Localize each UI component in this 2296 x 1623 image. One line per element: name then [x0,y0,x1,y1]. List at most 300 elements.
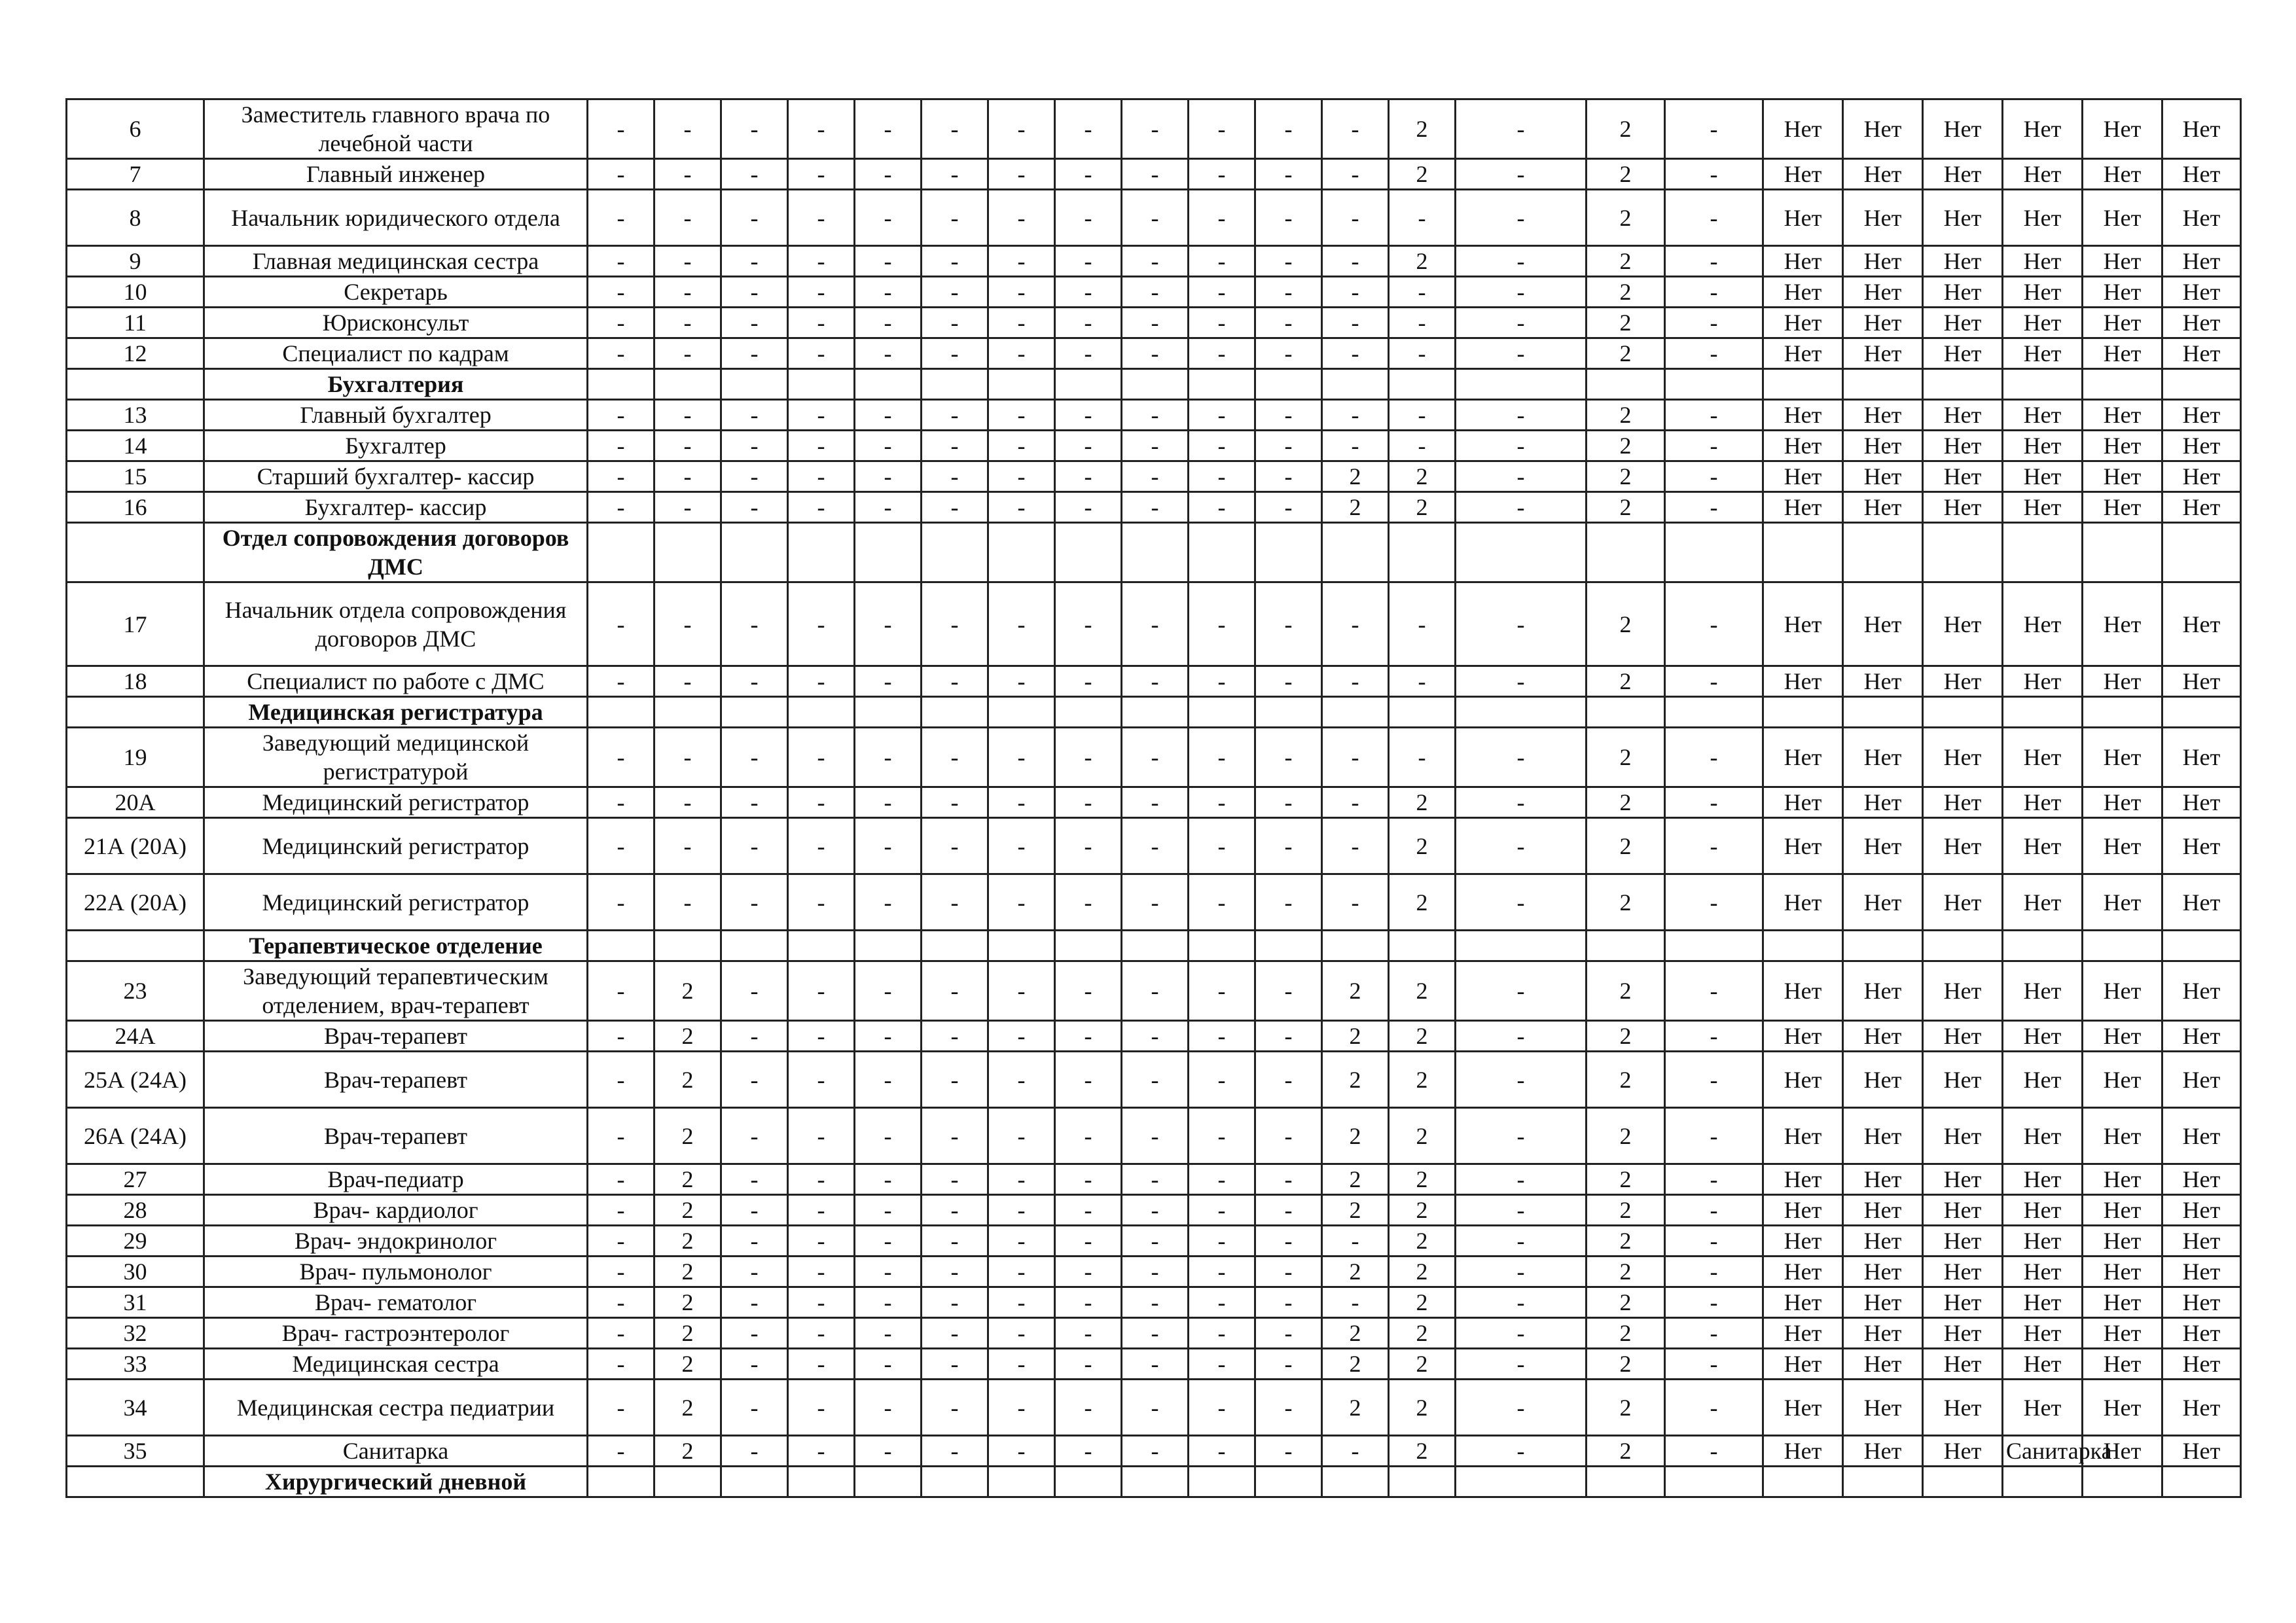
answer-cell: Нет [2083,461,2162,492]
row-number-cell [67,931,204,961]
row-number-cell: 33 [67,1349,204,1380]
value-cell: - [1456,99,1587,159]
value-cell: - [1122,1164,1189,1195]
answer-cell: Нет [1763,728,1843,787]
value-cell: - [721,338,788,369]
value-cell: - [1322,666,1389,697]
value-cell: - [1665,787,1763,818]
value-cell: - [922,787,988,818]
value-cell: - [855,1318,922,1349]
answer-cell: Санитарка [2003,1436,2083,1467]
value-cell: - [922,1257,988,1287]
empty-cell [788,369,855,400]
value-cell: - [1055,99,1122,159]
value-cell: 2 [1389,1195,1456,1226]
answer-cell: Нет [2083,666,2162,697]
value-cell: - [1665,1287,1763,1318]
value-cell: 2 [1389,1318,1456,1349]
answer-cell: Нет [2162,246,2241,277]
value-cell: - [588,1380,655,1436]
value-cell: - [855,1349,922,1380]
empty-cell [1843,369,1923,400]
row-number-cell: 19 [67,728,204,787]
value-cell: - [922,961,988,1021]
value-cell: - [855,308,922,338]
value-cell: - [1189,1349,1255,1380]
row-number-cell: 25А (24А) [67,1052,204,1108]
value-cell: 2 [1322,1257,1389,1287]
answer-cell: Нет [1923,492,2003,523]
value-cell: - [1055,492,1122,523]
empty-cell [1122,1467,1189,1497]
value-cell: - [788,1257,855,1287]
position-title-cell: Врач- гастроэнтеролог [204,1318,588,1349]
value-cell: - [1255,1164,1322,1195]
value-cell: - [788,818,855,874]
value-cell: - [1122,1257,1189,1287]
value-cell: 2 [655,1318,721,1349]
empty-cell [1389,369,1456,400]
value-cell: - [721,666,788,697]
value-cell: - [1122,1021,1189,1052]
row-number-cell: 31 [67,1287,204,1318]
value-cell: - [655,277,721,308]
value-cell: - [1665,818,1763,874]
value-cell: - [1456,1108,1587,1164]
value-cell: - [1055,246,1122,277]
empty-cell [1322,1467,1389,1497]
answer-cell: Нет [1763,582,1843,666]
row-number-cell: 24А [67,1021,204,1052]
value-cell: - [988,1287,1055,1318]
answer-cell: Нет [2083,1318,2162,1349]
answer-cell: Нет [2162,1052,2241,1108]
value-cell: 2 [1322,1021,1389,1052]
value-cell: - [1055,728,1122,787]
value-cell: - [1665,190,1763,246]
value-cell: - [1255,1436,1322,1467]
position-title-cell: Врач-терапевт [204,1052,588,1108]
value-cell: - [1122,728,1189,787]
value-cell: - [1055,1021,1122,1052]
value-cell: - [788,787,855,818]
value-cell: - [721,582,788,666]
value-cell: 2 [1587,961,1665,1021]
value-cell: - [1255,1380,1322,1436]
answer-cell: Нет [1923,308,2003,338]
value-cell: 2 [1587,461,1665,492]
value-cell: - [655,492,721,523]
value-cell: - [988,666,1055,697]
empty-cell [1665,697,1763,728]
answer-cell: Нет [1923,190,2003,246]
value-cell: - [721,1349,788,1380]
value-cell: 2 [1587,308,1665,338]
section-row [67,1467,2241,1497]
value-cell: - [1322,1436,1389,1467]
value-cell: - [655,728,721,787]
value-cell: - [988,1226,1055,1257]
answer-cell: Нет [2003,1195,2083,1226]
value-cell: - [988,308,1055,338]
value-cell: - [1665,874,1763,931]
answer-cell: Нет [1923,666,2003,697]
answer-cell: Нет [1763,818,1843,874]
answer-cell: Нет [2083,961,2162,1021]
answer-cell: Нет [1843,666,1923,697]
row-number-cell: 11 [67,308,204,338]
position-title-cell: Врач- эндокринолог [204,1226,588,1257]
value-cell: - [1122,1052,1189,1108]
value-cell: - [1665,308,1763,338]
workplace-assessment-table [65,98,2242,1498]
answer-cell: Нет [1763,338,1843,369]
value-cell: 2 [655,1257,721,1287]
value-cell: 2 [1389,99,1456,159]
value-cell: - [655,874,721,931]
value-cell: - [788,1287,855,1318]
value-cell: - [1322,818,1389,874]
value-cell: - [1456,492,1587,523]
row-number-cell: 10 [67,277,204,308]
answer-cell: Нет [2083,277,2162,308]
answer-cell: Нет [2083,431,2162,461]
value-cell: 2 [1389,874,1456,931]
answer-cell: Нет [2083,1164,2162,1195]
answer-cell: Нет [2162,1257,2241,1287]
row-number-cell: 20А [67,787,204,818]
value-cell: - [1189,787,1255,818]
value-cell: - [1322,431,1389,461]
answer-cell: Нет [1923,582,2003,666]
value-cell: - [1189,1436,1255,1467]
value-cell: - [855,1380,922,1436]
value-cell: - [855,728,922,787]
value-cell: - [788,431,855,461]
value-cell: - [855,190,922,246]
value-cell: - [988,818,1055,874]
empty-cell [1456,697,1587,728]
position-title-cell: Медицинская сестра [204,1349,588,1380]
value-cell: - [1122,1349,1189,1380]
value-cell: - [1122,431,1189,461]
answer-cell: Нет [1923,1349,2003,1380]
answer-cell: Нет [1923,400,2003,431]
answer-cell: Нет [1763,1257,1843,1287]
value-cell: - [655,666,721,697]
value-cell: - [588,99,655,159]
value-cell: - [1456,582,1587,666]
value-cell: - [855,787,922,818]
value-cell: - [1665,1021,1763,1052]
value-cell: - [1255,1195,1322,1226]
empty-cell [988,931,1055,961]
answer-cell: Нет [2083,787,2162,818]
answer-cell: Нет [1843,99,1923,159]
value-cell: - [1122,308,1189,338]
value-cell: - [788,1349,855,1380]
value-cell: - [588,1052,655,1108]
value-cell: - [1322,582,1389,666]
empty-cell [588,931,655,961]
value-cell: - [721,1380,788,1436]
value-cell: - [988,787,1055,818]
value-cell: - [1255,666,1322,697]
value-cell: - [988,99,1055,159]
empty-cell [1389,697,1456,728]
value-cell: - [1322,190,1389,246]
value-cell: - [655,461,721,492]
value-cell: - [1189,818,1255,874]
answer-cell: Нет [2003,431,2083,461]
value-cell: - [721,159,788,190]
value-cell: - [1665,1195,1763,1226]
value-cell: - [655,818,721,874]
row-number-cell: 27 [67,1164,204,1195]
table-body [67,99,2241,1497]
empty-cell [1055,523,1122,582]
value-cell: - [855,246,922,277]
section-row [67,523,2241,582]
empty-cell [988,369,1055,400]
empty-cell [2003,523,2083,582]
value-cell: - [855,159,922,190]
value-cell: 2 [1587,1257,1665,1287]
value-cell: - [1389,728,1456,787]
value-cell: - [1055,1164,1122,1195]
value-cell: - [655,190,721,246]
position-title-cell: Врач-терапевт [204,1021,588,1052]
value-cell: - [1456,1052,1587,1108]
answer-cell: Нет [2162,1436,2241,1467]
value-cell: - [1189,246,1255,277]
value-cell: - [988,461,1055,492]
empty-cell [655,1467,721,1497]
empty-cell [1456,1467,1587,1497]
empty-cell [988,697,1055,728]
table-row [67,787,2241,818]
empty-cell [1923,369,2003,400]
value-cell: - [988,190,1055,246]
value-cell: - [1055,874,1122,931]
value-cell: - [1055,1436,1122,1467]
answer-cell: Нет [2162,874,2241,931]
value-cell: - [721,1108,788,1164]
value-cell: - [1255,874,1322,931]
answer-cell: Нет [2083,728,2162,787]
answer-cell: Нет [2162,787,2241,818]
value-cell: - [1122,1436,1189,1467]
value-cell: - [788,99,855,159]
value-cell: - [988,1164,1055,1195]
value-cell: - [1189,582,1255,666]
section-title: Хирургический дневной [204,1467,588,1497]
answer-cell: Нет [1923,728,2003,787]
value-cell: - [922,308,988,338]
answer-cell: Нет [2083,818,2162,874]
value-cell: - [721,1436,788,1467]
value-cell: - [1255,1052,1322,1108]
table-row [67,1195,2241,1226]
table-row [67,431,2241,461]
value-cell: - [1255,1287,1322,1318]
empty-cell [1122,697,1189,728]
value-cell: - [1389,666,1456,697]
value-cell: - [721,874,788,931]
answer-cell: Нет [1843,159,1923,190]
value-cell: - [1665,666,1763,697]
value-cell: - [1189,1108,1255,1164]
value-cell: - [788,308,855,338]
value-cell: - [855,582,922,666]
value-cell: - [922,1380,988,1436]
value-cell: - [988,400,1055,431]
answer-cell: Нет [1843,728,1923,787]
value-cell: - [922,1287,988,1318]
answer-cell: Нет [2083,1108,2162,1164]
value-cell: - [588,431,655,461]
answer-cell: Нет [2162,1164,2241,1195]
answer-cell: Нет [1763,308,1843,338]
value-cell: - [855,431,922,461]
position-title-cell: Главный инженер [204,159,588,190]
table-row [67,338,2241,369]
value-cell: - [1189,492,1255,523]
value-cell: 2 [1389,787,1456,818]
value-cell: - [588,582,655,666]
value-cell: 2 [1587,338,1665,369]
answer-cell: Нет [1763,159,1843,190]
value-cell: 2 [655,1287,721,1318]
value-cell: 2 [1389,1287,1456,1318]
value-cell: 2 [1389,461,1456,492]
answer-cell: Нет [2003,190,2083,246]
empty-cell [655,369,721,400]
value-cell: - [988,1195,1055,1226]
value-cell: - [855,1108,922,1164]
value-cell: - [922,190,988,246]
position-title-cell: Специалист по работе с ДМС [204,666,588,697]
answer-cell: Нет [1763,277,1843,308]
answer-cell: Нет [1923,461,2003,492]
value-cell: 2 [1587,787,1665,818]
table-row [67,1380,2241,1436]
value-cell: - [788,961,855,1021]
answer-cell: Нет [1763,1108,1843,1164]
answer-cell: Нет [2162,1287,2241,1318]
value-cell: - [1322,400,1389,431]
table-row [67,159,2241,190]
table-row [67,1436,2241,1467]
value-cell: - [922,874,988,931]
empty-cell [1055,369,1122,400]
answer-cell: Нет [2083,1257,2162,1287]
value-cell: - [1122,99,1189,159]
empty-cell [1843,697,1923,728]
row-number-cell: 28 [67,1195,204,1226]
value-cell: - [855,1021,922,1052]
answer-cell: Нет [2083,1195,2162,1226]
value-cell: - [655,338,721,369]
value-cell: 2 [1322,961,1389,1021]
empty-cell [1389,931,1456,961]
answer-cell: Нет [1763,1349,1843,1380]
position-title-cell: Бухгалтер- кассир [204,492,588,523]
value-cell: - [721,961,788,1021]
table-row [67,666,2241,697]
value-cell: - [855,1195,922,1226]
value-cell: - [922,277,988,308]
value-cell: - [1322,338,1389,369]
value-cell: - [588,1108,655,1164]
empty-cell [1389,1467,1456,1497]
answer-cell: Нет [2162,338,2241,369]
value-cell: - [1122,400,1189,431]
value-cell: - [1055,1052,1122,1108]
value-cell: - [788,277,855,308]
value-cell: - [988,492,1055,523]
value-cell: - [922,492,988,523]
value-cell: - [1055,1287,1122,1318]
value-cell: - [1665,400,1763,431]
value-cell: - [1456,961,1587,1021]
empty-cell [1055,1467,1122,1497]
value-cell: - [788,582,855,666]
value-cell: - [588,1318,655,1349]
value-cell: - [1055,1226,1122,1257]
table-row [67,1349,2241,1380]
empty-cell [1587,1467,1665,1497]
value-cell: - [1665,1164,1763,1195]
value-cell: - [788,461,855,492]
empty-cell [1189,697,1255,728]
empty-cell [1587,369,1665,400]
answer-cell: Нет [2162,818,2241,874]
value-cell: - [721,1226,788,1257]
value-cell: - [1122,1318,1189,1349]
position-title-cell: Врач-педиатр [204,1164,588,1195]
value-cell: - [1255,1349,1322,1380]
answer-cell: Нет [1763,1226,1843,1257]
value-cell: 2 [655,1052,721,1108]
empty-cell [655,697,721,728]
value-cell: - [1255,308,1322,338]
answer-cell: Нет [1923,1226,2003,1257]
value-cell: - [855,1436,922,1467]
answer-cell: Нет [2162,1226,2241,1257]
value-cell: - [1665,1436,1763,1467]
empty-cell [2003,369,2083,400]
row-number-cell: 14 [67,431,204,461]
empty-cell [988,523,1055,582]
value-cell: - [1055,400,1122,431]
answer-cell: Нет [2003,400,2083,431]
value-cell: 2 [1389,1164,1456,1195]
answer-cell: Нет [2083,1287,2162,1318]
value-cell: - [721,728,788,787]
value-cell: - [855,492,922,523]
value-cell: - [922,1226,988,1257]
answer-cell: Нет [1923,961,2003,1021]
value-cell: - [588,666,655,697]
value-cell: - [788,400,855,431]
value-cell: - [588,308,655,338]
value-cell: - [1456,1436,1587,1467]
answer-cell: Нет [2003,1052,2083,1108]
row-number-cell: 7 [67,159,204,190]
value-cell: 2 [1587,1164,1665,1195]
value-cell: - [988,246,1055,277]
